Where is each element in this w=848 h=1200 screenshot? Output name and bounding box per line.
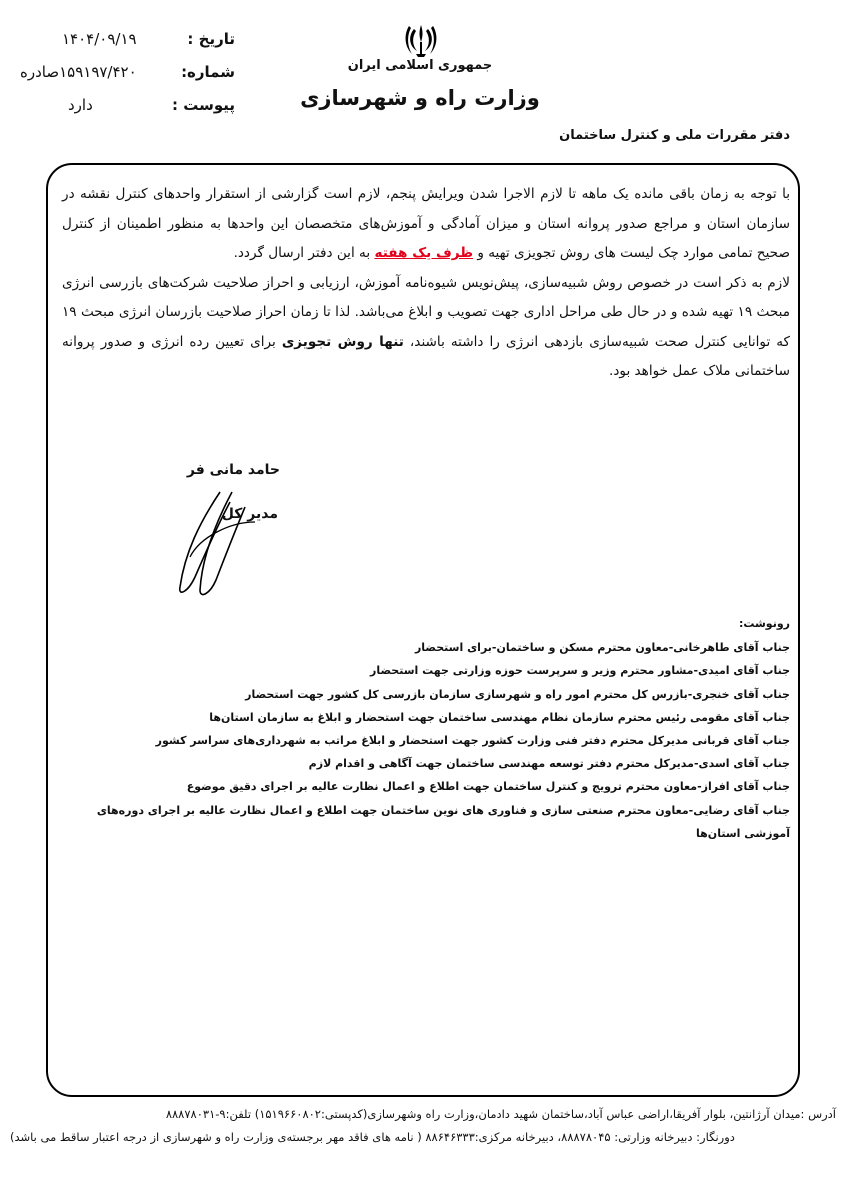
footer-address: آدرس :میدان آرژانتین، بلوار آفریقا،اراضی عباس آباد،ساختمان شهید دادمان،وزارت راه وشهرسازی(کدپستی:۱۵۱۹۶۶۰۸۰۲) تلفن:۹-۸۸۸۷۸۰۳۱ bbox=[165, 1107, 836, 1121]
footer-fax: دورنگار: دبیرخانه وزارتی: ۸۸۸۷۸۰۴۵، دبیرخانه مرکزی:۸۸۶۴۶۳۳۳ ( نامه های فاقد مهر برجسته‌ی وزارت راه و شهرسازی از درجه اعتبار ساقط می باشد) bbox=[10, 1130, 735, 1144]
paragraph-2 bbox=[62, 269, 790, 387]
attachment-label: پیوست : bbox=[171, 96, 235, 114]
cc-title: رونوشت: bbox=[738, 617, 790, 630]
office-title: دفتر مقررات ملی و کنترل ساختمان bbox=[559, 128, 790, 143]
cc-item: جناب آقای مقومی رئیس محترم سازمان نظام مهندسی ساختمان جهت استحضار و ابلاغ به سازمان استان‌ها bbox=[209, 710, 790, 724]
signer-title: مدیر کل bbox=[221, 506, 278, 522]
paragraph-1-text-a: با توجه به زمان باقی مانده یک ماهه تا لازم الاجرا شدن ویرایش پنجم، لازم است گزارشی از استقرار واحدهای کنترل نقشه در سازمان استان و مراجع صدور پروانه استان و میزان آمادگی و آموزش‌های متخصصان این واحدها به منظور اطمینان از کنترل صحیح تمامی موارد چک لیست های روش تجویزی تهیه و bbox=[62, 186, 790, 261]
cc-item: جناب آقای افراز-معاون محترم ترویج و کنترل ساختمان جهت اطلاع و اعمال نظارت عالیه بر اجرای دقیق موضوع bbox=[186, 780, 790, 794]
letter-body bbox=[62, 180, 790, 387]
date-label: تاریخ : bbox=[187, 30, 235, 48]
cc-item: جناب آقای قربانی مدیرکل محترم دفتر فنی وزارت کشور جهت استحضار و ابلاغ مراتب به شهرداری‌های سراسر کشور bbox=[155, 734, 790, 748]
attachment-row bbox=[20, 96, 235, 129]
iran-emblem-icon bbox=[403, 22, 439, 60]
paragraph-1-text-b: به این دفتر ارسال گردد. bbox=[233, 245, 371, 261]
cc-item: جناب آقای خنجری-بازرس کل محترم امور راه و شهرسازی سازمان بازرسی کل کشور جهت استحضار bbox=[245, 687, 790, 701]
signer-name: حامد مانی فر bbox=[186, 462, 280, 478]
deadline-highlight: ظرف یک هفته bbox=[374, 245, 474, 261]
cc-item: جناب آقای رضایی-معاون محترم صنعتی سازی و فناوری های نوین ساختمان جهت اطلاع و اعمال نظارت عالیه بر اجرای دوره‌های آموزشی استان‌ها bbox=[96, 803, 790, 840]
cc-item: جناب آقای امیدی-مشاور محترم وزیر و سرپرست حوزه وزارتی جهت استحضار bbox=[370, 664, 790, 678]
handwritten-signature-icon bbox=[160, 462, 280, 602]
paragraph-2-text-b: برای تعیین رده انرژی و صدور پروانه ساختمانی ملاک عمل خواهد بود. bbox=[62, 333, 790, 379]
letter-footer bbox=[10, 1103, 836, 1149]
ministry-title: وزارت راه و شهرسازی bbox=[300, 86, 540, 110]
republic-title: جمهوری اسلامی ایران bbox=[347, 58, 493, 73]
paragraph-1 bbox=[62, 180, 790, 269]
cc-item: جناب آقای اسدی-مدیرکل محترم دفتر توسعه مهندسی ساختمان جهت آگاهی و اقدام لازم bbox=[308, 757, 790, 771]
number-row bbox=[20, 63, 235, 96]
paragraph-2-text-a: لازم به ذکر است در خصوص روش شبیه‌سازی، پیش‌نویس شیوه‌نامه آموزش، ارزیابی و احراز صلاحیت شرکت‌های بازرسی انرژی مبحث ۱۹ تهیه شده و در حال طی مراحل اداری جهت تصویب و ابلاغ می‌باشد. لذا تا زمان احراز صلاحیت بازرسان انرژی مبحث ۱۹ که توانایی کنترل صحت شبیه‌سازی بازدهی انرژی را داشته باشند، bbox=[62, 274, 790, 350]
letter-meta bbox=[20, 30, 235, 129]
cc-item: جناب آقای طاهرخانی-معاون محترم مسکن و ساختمان-برای استحضار bbox=[414, 641, 790, 655]
cc-list bbox=[60, 612, 790, 845]
signature-block bbox=[160, 462, 280, 602]
number-value: ۱۵۹۱۹۷/۴۲۰صادره bbox=[20, 63, 137, 81]
prescriptive-method-emphasis: تنها روش تجویزی bbox=[281, 333, 404, 350]
date-row bbox=[20, 30, 235, 63]
attachment-value: دارد bbox=[68, 96, 93, 114]
date-value: ۱۴۰۴/۰۹/۱۹ bbox=[62, 30, 137, 48]
number-label: شماره: bbox=[181, 63, 235, 81]
